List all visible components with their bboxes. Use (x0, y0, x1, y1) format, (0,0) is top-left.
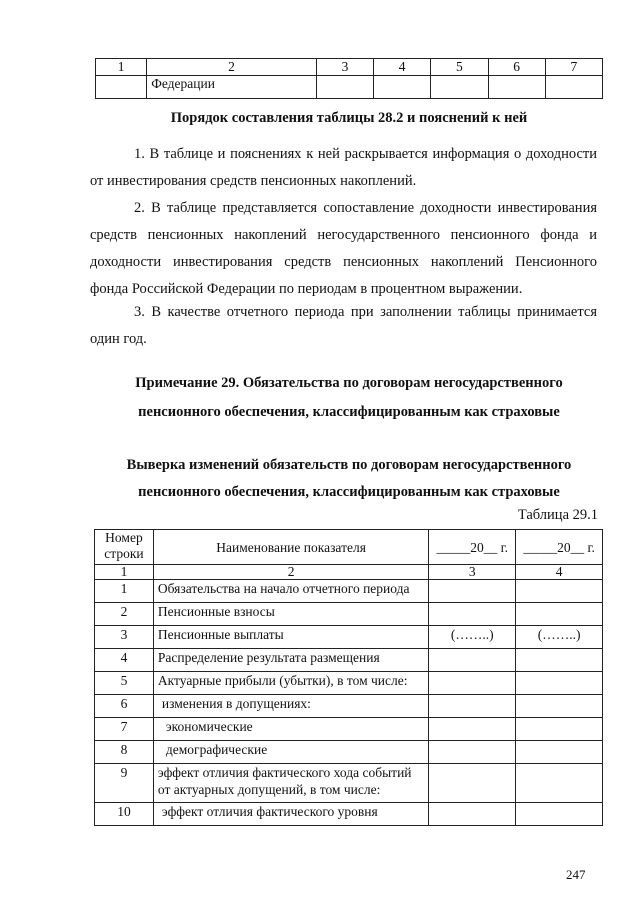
table-row (95, 626, 603, 649)
table-row (95, 603, 603, 626)
table-row (95, 741, 603, 764)
column-number: 2 (153, 565, 428, 580)
top-table-header-row (96, 59, 603, 76)
head-cell-period-2: _____20__ г. (516, 530, 603, 565)
top-table-cell (431, 76, 488, 99)
row-label: Обязательства на начало отчетного периода (153, 580, 428, 603)
row-value (429, 741, 516, 764)
row-number: 7 (95, 718, 154, 741)
top-table-header-cell: 1 (96, 59, 147, 76)
top-table-header-cell: 2 (147, 59, 317, 76)
table-row (95, 672, 603, 695)
row-value (516, 603, 603, 626)
main-table-number-row (95, 565, 603, 580)
row-number: 5 (95, 672, 154, 695)
row-value (516, 741, 603, 764)
row-value (429, 718, 516, 741)
row-value (516, 649, 603, 672)
top-table-cell (374, 76, 431, 99)
row-value (516, 718, 603, 741)
table-row (95, 718, 603, 741)
top-table-header-cell: 3 (316, 59, 373, 76)
row-value (429, 764, 516, 803)
row-value (429, 803, 516, 826)
top-table-row (96, 76, 603, 99)
column-number: 1 (95, 565, 154, 580)
row-label: экономические (153, 718, 428, 741)
main-table-head-row (95, 530, 603, 565)
row-value (429, 672, 516, 695)
top-table-header-cell: 6 (488, 59, 545, 76)
paragraph-2: 2. В таблице представляется сопоставление доходности инвестирования средств пенсионных накоплений негосударственного пенсионного фонда и доходности инвестирования средств пенсионных накоплений Пенсионного фонда Российской Федерации по периодам в процентном выражении. (90, 200, 597, 297)
row-value (429, 580, 516, 603)
row-value (516, 803, 603, 826)
top-table-header-cell: 7 (545, 59, 602, 76)
head-cell-indicator: Наименование показателя (153, 530, 428, 565)
row-label: Распределение результата размещения (153, 649, 428, 672)
row-label: Актуарные прибыли (убытки), в том числе: (153, 672, 428, 695)
top-table-header-cell: 5 (431, 59, 488, 76)
table-row (95, 580, 603, 603)
top-table-header-cell: 4 (374, 59, 431, 76)
row-value (516, 580, 603, 603)
section-heading: Порядок составления таблицы 28.2 и пояснений к ней (170, 110, 528, 126)
row-number: 9 (95, 764, 154, 803)
row-number: 1 (95, 580, 154, 603)
table-row (95, 803, 603, 826)
row-number: 2 (95, 603, 154, 626)
table-row (95, 764, 603, 803)
head-cell-period-1: _____20__ г. (429, 530, 516, 565)
row-value (429, 649, 516, 672)
row-value: (……..) (429, 626, 516, 649)
top-table-cell (545, 76, 602, 99)
row-value (516, 764, 603, 803)
column-number: 4 (516, 565, 603, 580)
page-number: 247 (566, 867, 586, 882)
row-label: Пенсионные выплаты (153, 626, 428, 649)
row-label: эффект отличия фактического уровня (153, 803, 428, 826)
top-table-cell (316, 76, 373, 99)
row-value (516, 695, 603, 718)
table-row (95, 695, 603, 718)
row-label: Пенсионные взносы (153, 603, 428, 626)
row-number: 8 (95, 741, 154, 764)
row-number: 3 (95, 626, 154, 649)
main-table (94, 529, 603, 826)
row-label: изменения в допущениях: (153, 695, 428, 718)
row-number: 10 (95, 803, 154, 826)
top-table-cell (96, 76, 147, 99)
top-table-cell: Федерации (147, 76, 317, 99)
row-label: демографические (153, 741, 428, 764)
paragraph-3: 3. В качестве отчетного периода при заполнении таблицы принимается один год. (90, 304, 597, 347)
table-title-line1: Выверка изменений обязательств по договорам негосударственного (126, 457, 572, 473)
top-table (95, 58, 603, 99)
table-row (95, 649, 603, 672)
table-label: Таблица 29.1 (517, 507, 598, 523)
paragraph-1: 1. В таблице и пояснениях к ней раскрывается информация о доходности от инвестирования средств пенсионных накоплений. (90, 146, 597, 189)
column-number: 3 (429, 565, 516, 580)
row-number: 6 (95, 695, 154, 718)
head-cell-row-number: Номер строки (95, 530, 154, 565)
table-title-line2: пенсионного обеспечения, классифицированным как страховые (138, 484, 560, 500)
row-value (516, 672, 603, 695)
note-heading-line2: пенсионного обеспечения, классифицированным как страховые (138, 404, 560, 420)
row-value (429, 695, 516, 718)
row-value (429, 603, 516, 626)
top-table-cell (488, 76, 545, 99)
note-heading-line1: Примечание 29. Обязательства по договорам негосударственного (135, 375, 563, 391)
row-number: 4 (95, 649, 154, 672)
row-value: (……..) (516, 626, 603, 649)
row-label: эффект отличия фактического хода событий от актуарных допущений, в том числе: (153, 764, 428, 803)
